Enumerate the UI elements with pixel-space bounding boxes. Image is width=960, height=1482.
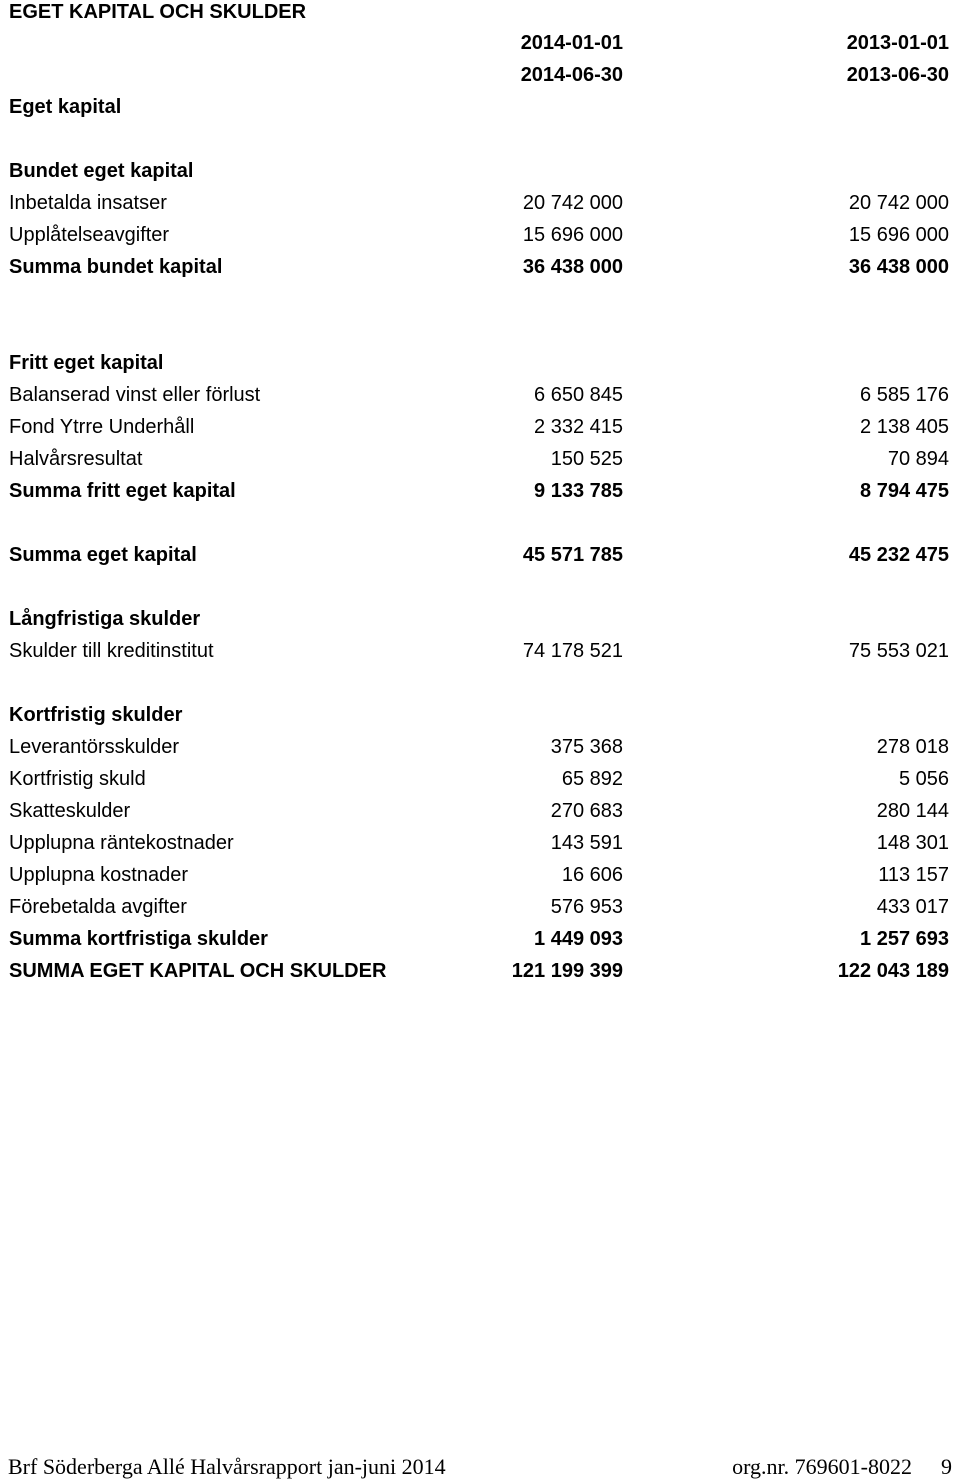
value-2014: 20 742 000 xyxy=(522,192,623,214)
table-row xyxy=(0,796,960,826)
value-2014: 270 683 xyxy=(550,800,623,822)
page-title: EGET KAPITAL OCH SKULDER xyxy=(9,1,307,23)
table-row xyxy=(0,156,960,186)
value-2013: 36 438 000 xyxy=(848,256,949,278)
value-2013: 8 794 475 xyxy=(860,480,949,502)
period-start-2014: 2014-01-01 xyxy=(520,32,623,54)
table-row xyxy=(0,860,960,890)
value-2013: 15 696 000 xyxy=(848,224,949,246)
value-2014: 9 133 785 xyxy=(534,480,623,502)
table-row xyxy=(0,700,960,730)
table-row xyxy=(0,92,960,122)
value-2013: 20 742 000 xyxy=(848,192,949,214)
row-label: Kortfristig skulder xyxy=(9,704,183,726)
row-label: Skatteskulder xyxy=(9,800,131,822)
table-row xyxy=(0,252,960,282)
period-start-row xyxy=(0,28,960,58)
value-2014: 16 606 xyxy=(561,864,623,886)
row-label: Summa kortfristiga skulder xyxy=(9,928,268,950)
row-label: Kortfristig skuld xyxy=(9,768,146,790)
row-label: Summa eget kapital xyxy=(9,544,197,566)
period-start-2013: 2013-01-01 xyxy=(846,32,949,54)
value-2014: 6 650 845 xyxy=(534,384,623,406)
value-2013: 6 585 176 xyxy=(860,384,949,406)
table-row xyxy=(0,764,960,794)
table-row xyxy=(0,476,960,506)
value-2013: 2 138 405 xyxy=(860,416,949,438)
footer-page-number: 9 xyxy=(941,1454,952,1479)
table-row xyxy=(0,412,960,442)
row-label: Summa fritt eget kapital xyxy=(9,480,236,502)
value-2013: 122 043 189 xyxy=(837,960,949,982)
value-2014: 1 449 093 xyxy=(534,928,623,950)
value-2014: 576 953 xyxy=(550,896,623,918)
value-2014: 375 368 xyxy=(550,736,623,758)
value-2013: 45 232 475 xyxy=(848,544,949,566)
table-row xyxy=(0,828,960,858)
page-footer xyxy=(0,1452,960,1482)
table-row xyxy=(0,540,960,570)
table-row xyxy=(0,220,960,250)
footer-report-title: Brf Söderberga Allé Halvårsrapport jan-juni 2014 xyxy=(8,1454,446,1479)
value-2013: 1 257 693 xyxy=(860,928,949,950)
row-label: Bundet eget kapital xyxy=(9,160,194,182)
row-label: Halvårsresultat xyxy=(9,448,143,470)
row-label: Fritt eget kapital xyxy=(9,352,164,374)
row-label: Leverantörsskulder xyxy=(9,736,180,758)
row-label: Fond Ytrre Underhåll xyxy=(9,416,195,438)
table-row xyxy=(0,732,960,762)
value-2013: 278 018 xyxy=(876,736,949,758)
row-label: Upplåtelseavgifter xyxy=(9,224,170,246)
row-label: Balanserad vinst eller förlust xyxy=(9,384,261,406)
value-2014: 150 525 xyxy=(550,448,623,470)
row-label: Långfristiga skulder xyxy=(9,608,201,630)
table-row xyxy=(0,444,960,474)
footer-org-number: org.nr. 769601-8022 xyxy=(732,1454,912,1479)
value-2014: 143 591 xyxy=(550,832,623,854)
table-row xyxy=(0,636,960,666)
table-row xyxy=(0,924,960,954)
value-2014: 15 696 000 xyxy=(522,224,623,246)
table-row xyxy=(0,604,960,634)
row-label: Upplupna räntekostnader xyxy=(9,832,234,854)
period-end-2013: 2013-06-30 xyxy=(846,64,949,86)
row-label: Skulder till kreditinstitut xyxy=(9,640,214,662)
value-2013: 433 017 xyxy=(876,896,949,918)
table-row xyxy=(0,348,960,378)
value-2013: 70 894 xyxy=(887,448,949,470)
table-row xyxy=(0,380,960,410)
value-2014: 65 892 xyxy=(561,768,623,790)
value-2013: 5 056 xyxy=(898,768,949,790)
table-row xyxy=(0,956,960,986)
row-label: Eget kapital xyxy=(9,96,122,118)
row-label: Summa bundet kapital xyxy=(9,256,223,278)
row-label: Upplupna kostnader xyxy=(9,864,189,886)
table-row xyxy=(0,892,960,922)
row-label: SUMMA EGET KAPITAL OCH SKULDER xyxy=(9,960,387,982)
value-2014: 36 438 000 xyxy=(522,256,623,278)
row-label: Förebetalda avgifter xyxy=(9,896,187,918)
value-2013: 75 553 021 xyxy=(848,640,949,662)
value-2014: 45 571 785 xyxy=(522,544,623,566)
value-2013: 113 157 xyxy=(878,864,949,886)
value-2013: 148 301 xyxy=(876,832,949,854)
value-2014: 121 199 399 xyxy=(511,960,623,982)
value-2014: 2 332 415 xyxy=(534,416,623,438)
period-end-row xyxy=(0,60,960,90)
table-row xyxy=(0,188,960,218)
period-end-2014: 2014-06-30 xyxy=(520,64,623,86)
value-2013: 280 144 xyxy=(876,800,949,822)
value-2014: 74 178 521 xyxy=(522,640,623,662)
row-label: Inbetalda insatser xyxy=(9,192,167,214)
